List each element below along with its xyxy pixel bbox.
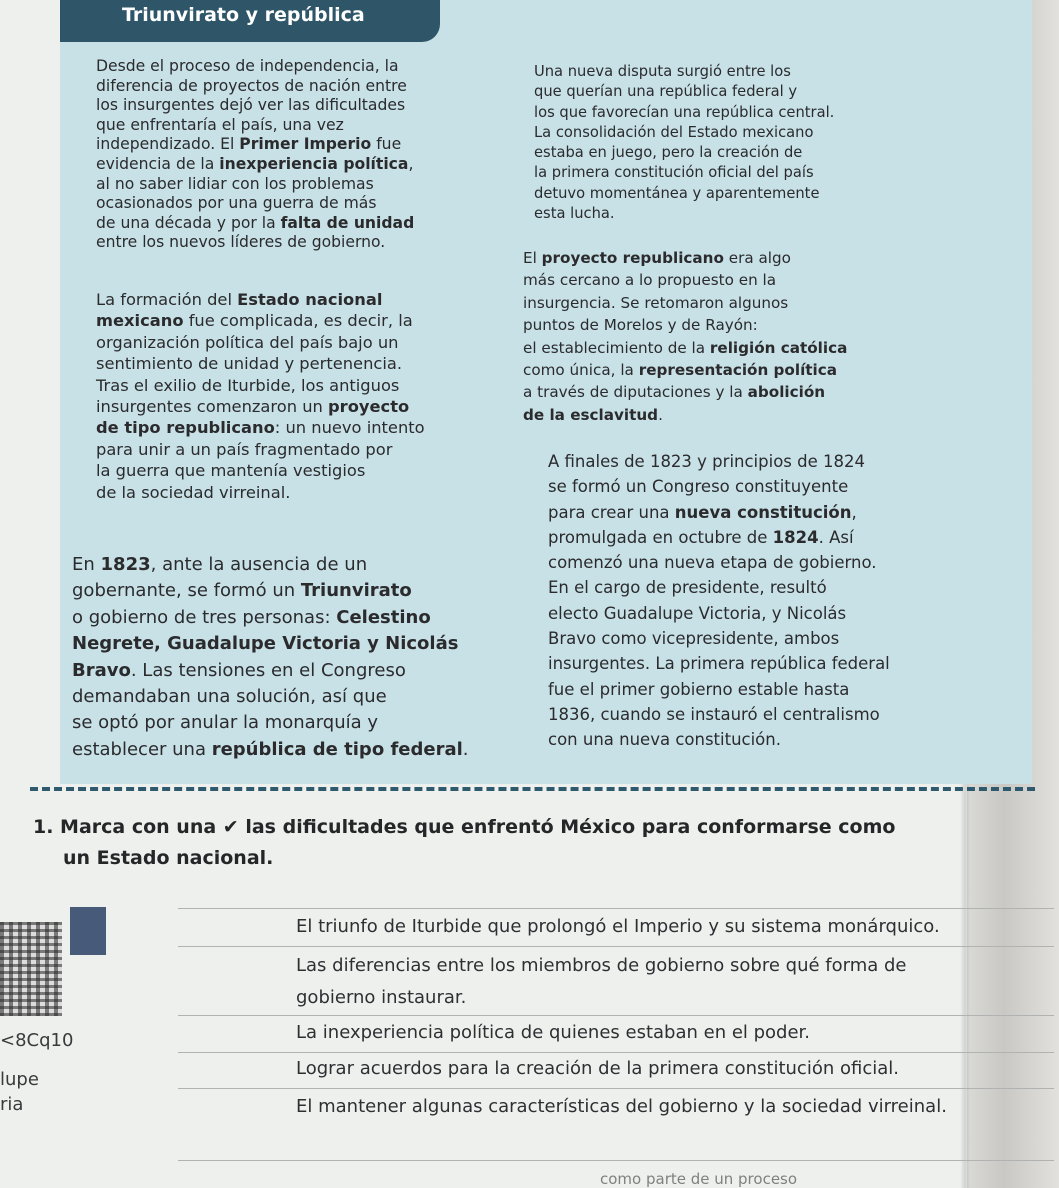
text-line: El proyecto republicano era algo [523,249,791,267]
left-paragraph-3 [72,552,469,763]
text-line: establecer una república de tipo federal. [72,738,469,760]
text-line: demandaban una solución, así que [72,686,387,708]
text-line: 1836, cuando se instauró el centralismo [548,704,880,724]
text-line: se optó por anular la monarquía y [72,712,379,734]
bold-term: de tipo republicano [96,418,275,438]
text-line: promulgada en octubre de 1824. Así [548,527,854,547]
left-paragraph-2 [96,289,425,503]
bold-term: proyecto [328,397,410,417]
text-line: Desde el proceso de independencia, la [96,57,399,75]
side-label-2: ria [0,1094,24,1115]
text-line [72,631,469,657]
text-line: comenzó una nueva etapa de gobierno. [548,553,877,573]
section-title: Triunvirato y república [122,4,365,26]
dashed-divider [30,787,1035,791]
bold-term: Celestino [336,606,431,628]
option-text: El mantener algunas características del gobierno y la sociedad virreinal. [296,1096,947,1117]
text-line: insurgentes. La primera república federal [548,654,890,674]
left-paragraph-1 [96,57,414,253]
bold-term: Estado nacional [237,290,383,309]
option-rule [178,1160,1054,1161]
text-line: se formó un Congreso constituyente [548,477,849,497]
option-3[interactable] [296,1020,810,1046]
question [33,812,895,874]
qr-code-icon [0,922,62,1016]
text-line: sentimiento de unidad y pertenencia. [96,354,403,374]
text-line: insurgentes comenzaron un proyecto [96,397,410,417]
side-label-1: lupe [0,1069,39,1090]
text-line: el establecimiento de la religión católica [523,338,848,357]
right-paragraph-2 [523,247,847,426]
option-text: Lograr acuerdos para la creación de la primera constitución oficial. [296,1058,899,1079]
option-rule [178,946,1054,947]
option-4[interactable] [296,1056,899,1082]
bold-term: inexperiencia política [219,154,409,173]
option-rule [178,908,1054,909]
right-paragraph-1 [534,62,834,224]
right-paragraph-3 [548,449,890,753]
text-line: Una nueva disputa surgió entre los [534,63,791,80]
text-line: esta lucha. [534,205,615,223]
text-line: puntos de Morelos y de Rayón: [523,316,758,335]
bold-term: nueva constitución [674,502,852,522]
text-line: electo Guadalupe Victoria, y Nicolás [548,603,847,623]
text-line: estaba en juego, pero la creación de [534,144,803,162]
text-line: independizado. El Primer Imperio fue [96,135,402,154]
bold-term: de la esclavitud [523,405,659,424]
text-line: gobernante, se formó un Triunvirato [72,580,412,602]
text-line: Bravo como vicepresidente, ambos [548,629,840,649]
text-line: ocasionados por una guerra de más [96,194,377,213]
text-line: Tras el exilio de Iturbide, los antiguos [96,375,400,395]
text-line: los que favorecían una república central. [534,103,835,121]
text-line: Bravo. Las tensiones en el Congreso [72,659,406,681]
option-text: El triunfo de Iturbide que prolongó el Imperio y su sistema monárquico. [296,916,940,937]
text-line: que enfrentaría el país, una vez [96,115,344,134]
text-line: o gobierno de tres personas: Celestino [72,606,431,628]
option-rule [178,1052,1054,1053]
option-text: gobierno instaurar. [296,987,467,1008]
bold-term: proyecto republicano [541,249,724,267]
question-line-2: un Estado nacional. [63,847,274,869]
text-line: de la esclavitud. [523,405,663,424]
text-line: de la sociedad virreinal. [96,482,291,502]
text-line: fue el primer gobierno estable hasta [548,679,850,699]
text-line: diferencia de proyectos de nación entre [96,76,407,95]
text-line: con una nueva constitución. [548,730,781,750]
text-line: al no saber lidiar con los problemas [96,174,374,193]
option-rule [178,1088,1054,1089]
text-line: que querían una república federal y [534,83,798,101]
option-2[interactable] [296,950,907,1014]
checkbox[interactable] [70,907,106,955]
footer-text: como parte de un proceso [600,1170,798,1188]
text-line: En 1823, ante la ausencia de un [72,554,368,575]
question-line-1: 1. Marca con una ✔ las dificultades que enfrentó México para conformarse como [33,816,896,838]
text-line: como única, la representación política [523,361,837,380]
text-line: evidencia de la inexperiencia política, [96,154,414,173]
bold-term: 1824 [772,527,819,547]
option-5[interactable] [296,1094,947,1120]
text-line: la primera constitución oficial del país [534,164,814,182]
side-label-code: <8Cq10 [0,1030,74,1051]
bold-term: falta de unidad [280,213,415,232]
option-text: La inexperiencia política de quienes estaban en el poder. [296,1022,811,1043]
bold-term: representación política [638,361,837,380]
text-line: organización política del país bajo un [96,332,399,352]
text-line: a través de diputaciones y la abolición [523,383,826,402]
text-line: para unir a un país fragmentado por [96,439,393,459]
option-rule [178,1015,1054,1016]
bold-term: Bravo [72,659,131,681]
text-line: insurgencia. Se retomaron algunos [523,293,789,312]
bold-term: religión católica [709,338,848,357]
text-line: La consolidación del Estado mexicano [534,123,814,141]
text-line: más cercano a lo propuesto en la [523,271,777,290]
bold-term: Triunvirato [300,580,412,602]
text-line: los insurgentes dejó ver las dificultades [96,96,406,115]
bold-term: república de tipo federal [211,738,463,760]
option-text: Las diferencias entre los miembros de gobierno sobre qué forma de [296,955,907,976]
text-line: A finales de 1823 y principios de 1824 [548,452,865,471]
text-line: para crear una nueva constitución, [548,502,857,522]
text-line: entre los nuevos líderes de gobierno. [96,233,386,252]
text-line: de una década y por la falta de unidad [96,213,415,232]
bold-term: 1823 [100,554,151,575]
text-line: mexicano fue complicada, es decir, la [96,311,413,331]
text-line: la guerra que mantenía vestigios [96,461,366,481]
bold-term: abolición [747,383,826,402]
text-line: La formación del Estado nacional [96,290,383,309]
text-line: detuvo momentánea y aparentemente [534,184,820,202]
bold-term: Negrete, Guadalupe Victoria y Nicolás [72,633,459,655]
bold-term: Primer Imperio [239,135,372,154]
text-line: de tipo republicano: un nuevo intento [96,418,425,438]
option-1[interactable] [296,914,940,940]
text-line: En el cargo de presidente, resultó [548,578,827,598]
bold-term: mexicano [96,311,184,331]
